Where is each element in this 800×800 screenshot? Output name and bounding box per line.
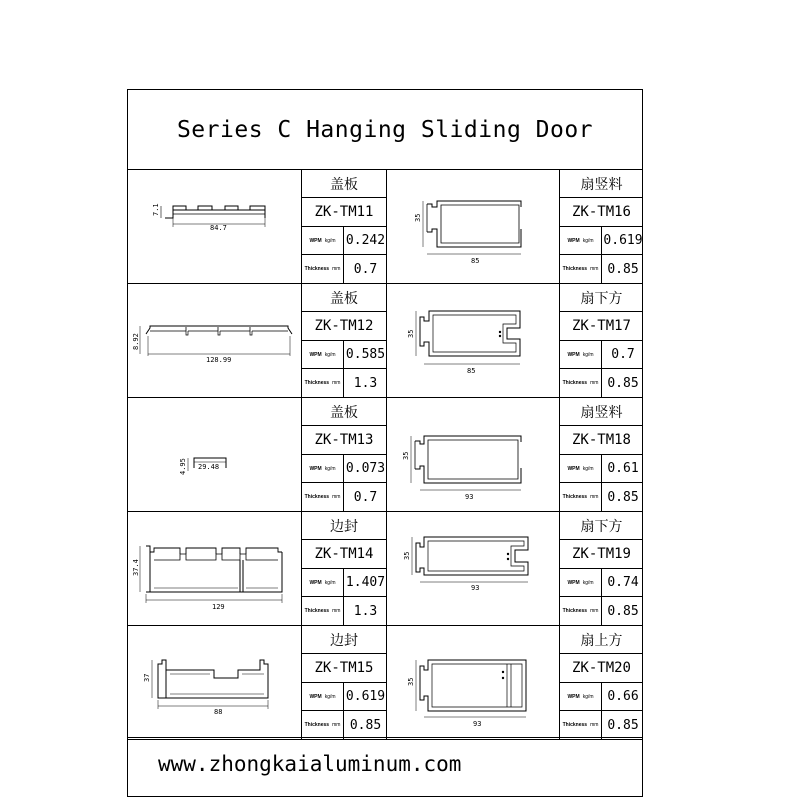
thickness-label: Thickness	[562, 608, 588, 614]
thickness-unit: mm	[590, 380, 599, 386]
dim-width: 129	[212, 603, 225, 611]
wpm-label: WPM	[309, 351, 322, 358]
dim-height: 35	[414, 213, 422, 222]
wpm-unit: kg/m	[324, 693, 336, 700]
wpm-value: 0.585	[345, 347, 386, 362]
catalog-sheet	[127, 89, 643, 797]
spec-block-zk-tm15	[301, 626, 387, 739]
dim-height: 37	[143, 673, 151, 682]
table-row	[128, 284, 642, 398]
footer	[128, 737, 642, 797]
dim-height: 35	[407, 329, 415, 338]
profile-code: ZK-TM17	[560, 312, 643, 341]
table-row	[128, 398, 642, 512]
dim-width: 29.48	[198, 463, 220, 471]
wpm-value: 0.242	[345, 233, 386, 248]
profile-name: 扇上方	[560, 626, 643, 654]
spec-block-zk-tm14	[301, 512, 387, 625]
profile-code: ZK-TM13	[302, 426, 386, 455]
wpm-label: WPM	[309, 237, 322, 244]
profile-drawing-zk-tm11	[128, 170, 301, 283]
profile-name: 盖板	[302, 284, 386, 312]
profile-code: ZK-TM12	[302, 312, 386, 341]
wpm-unit: kg/m	[582, 237, 594, 244]
website-url: www.zhongkaialuminum.com	[158, 752, 462, 776]
profile-code: ZK-TM14	[302, 540, 386, 569]
profile-drawing-zk-tm12	[128, 284, 301, 397]
profile-name: 扇下方	[560, 512, 643, 540]
profile-name: 扇竖料	[560, 398, 643, 426]
thickness-unit: mm	[332, 608, 341, 614]
thickness-value: 0.85	[349, 717, 382, 733]
thickness-value: 0.85	[607, 261, 639, 277]
dim-width: 85	[467, 367, 476, 375]
thickness-unit: mm	[332, 380, 341, 386]
thickness-label: Thickness	[304, 494, 330, 500]
spec-block-zk-tm19	[559, 512, 643, 625]
dim-width: 85	[471, 257, 480, 265]
wpm-label: WPM	[567, 237, 580, 244]
spec-block-zk-tm17	[559, 284, 643, 397]
thickness-value: 1.3	[353, 375, 378, 391]
thickness-label: Thickness	[562, 380, 588, 386]
profile-drawing-zk-tm14	[128, 512, 301, 625]
wpm-unit: kg/m	[582, 693, 594, 700]
page-title: Series C Hanging Sliding Door	[128, 90, 642, 170]
profile-name: 边封	[302, 626, 386, 654]
dim-width: 93	[473, 720, 482, 728]
spec-block-zk-tm20	[559, 626, 643, 739]
wpm-value: 1.407	[345, 575, 386, 590]
dim-width: 88	[214, 708, 223, 716]
thickness-unit: mm	[590, 722, 599, 728]
dim-height: 37.4	[132, 559, 140, 576]
wpm-unit: kg/m	[324, 351, 336, 358]
wpm-unit: kg/m	[582, 465, 594, 472]
thickness-value: 0.7	[353, 489, 378, 505]
thickness-label: Thickness	[304, 722, 330, 728]
spec-block-zk-tm16	[559, 170, 643, 283]
thickness-value: 0.85	[607, 489, 639, 505]
spec-block-zk-tm12	[301, 284, 387, 397]
spec-block-zk-tm13	[301, 398, 387, 511]
wpm-label: WPM	[309, 465, 322, 472]
dim-height: 35	[407, 677, 415, 686]
thickness-unit: mm	[332, 722, 341, 728]
wpm-label: WPM	[309, 579, 322, 586]
thickness-value: 1.3	[353, 603, 378, 619]
thickness-unit: mm	[332, 494, 341, 500]
thickness-value: 0.85	[607, 375, 639, 391]
profile-drawing-zk-tm16	[387, 170, 559, 283]
profile-code: ZK-TM19	[560, 540, 643, 569]
thickness-unit: mm	[590, 494, 599, 500]
profile-code: ZK-TM18	[560, 426, 643, 455]
thickness-label: Thickness	[304, 608, 330, 614]
wpm-label: WPM	[567, 351, 580, 358]
profile-name: 边封	[302, 512, 386, 540]
profile-name: 盖板	[302, 170, 386, 198]
wpm-value: 0.619	[345, 689, 386, 704]
wpm-label: WPM	[309, 693, 322, 700]
wpm-value: 0.073	[345, 461, 386, 476]
wpm-unit: kg/m	[324, 237, 336, 244]
thickness-value: 0.85	[607, 717, 639, 733]
profile-name: 盖板	[302, 398, 386, 426]
thickness-unit: mm	[332, 266, 341, 272]
dim-height: 4.95	[179, 458, 187, 475]
profile-drawing-zk-tm13	[128, 398, 301, 511]
profile-drawing-zk-tm17	[387, 284, 559, 397]
profile-code: ZK-TM16	[560, 198, 643, 227]
dim-width: 84.7	[210, 224, 227, 232]
table-row	[128, 512, 642, 626]
profile-drawing-zk-tm18	[387, 398, 559, 511]
profile-name: 扇下方	[560, 284, 643, 312]
profile-code: ZK-TM20	[560, 654, 643, 683]
thickness-value: 0.85	[607, 603, 639, 619]
thickness-label: Thickness	[304, 266, 330, 272]
profile-name: 扇竖料	[560, 170, 643, 198]
wpm-unit: kg/m	[324, 465, 336, 472]
profile-drawing-zk-tm20	[387, 626, 559, 739]
wpm-unit: kg/m	[582, 351, 594, 358]
spec-block-zk-tm18	[559, 398, 643, 511]
thickness-label: Thickness	[562, 494, 588, 500]
profile-drawing-zk-tm15	[128, 626, 301, 739]
thickness-label: Thickness	[562, 722, 588, 728]
dim-height: 8.92	[132, 333, 140, 350]
wpm-value: 0.7	[611, 347, 635, 362]
wpm-unit: kg/m	[582, 579, 594, 586]
wpm-label: WPM	[567, 579, 580, 586]
wpm-value: 0.61	[607, 461, 639, 476]
wpm-value: 0.74	[607, 575, 639, 590]
spec-block-zk-tm11	[301, 170, 387, 283]
thickness-label: Thickness	[562, 266, 588, 272]
thickness-unit: mm	[590, 608, 599, 614]
dim-width: 128.99	[206, 356, 232, 364]
wpm-unit: kg/m	[324, 579, 336, 586]
dim-height: 35	[402, 451, 410, 460]
thickness-unit: mm	[590, 266, 599, 272]
wpm-label: WPM	[567, 693, 580, 700]
profile-code: ZK-TM11	[302, 198, 386, 227]
profile-code: ZK-TM15	[302, 654, 386, 683]
wpm-value: 0.619	[603, 233, 643, 248]
dim-width: 93	[465, 493, 474, 501]
profile-drawing-zk-tm19	[387, 512, 559, 625]
thickness-label: Thickness	[304, 380, 330, 386]
dim-height: 7.1	[152, 203, 160, 216]
dim-height: 35	[403, 551, 411, 560]
table-row	[128, 170, 642, 284]
table-row	[128, 626, 642, 740]
thickness-value: 0.7	[353, 261, 378, 277]
dim-width: 93	[471, 584, 480, 592]
wpm-value: 0.66	[607, 689, 639, 704]
wpm-label: WPM	[567, 465, 580, 472]
